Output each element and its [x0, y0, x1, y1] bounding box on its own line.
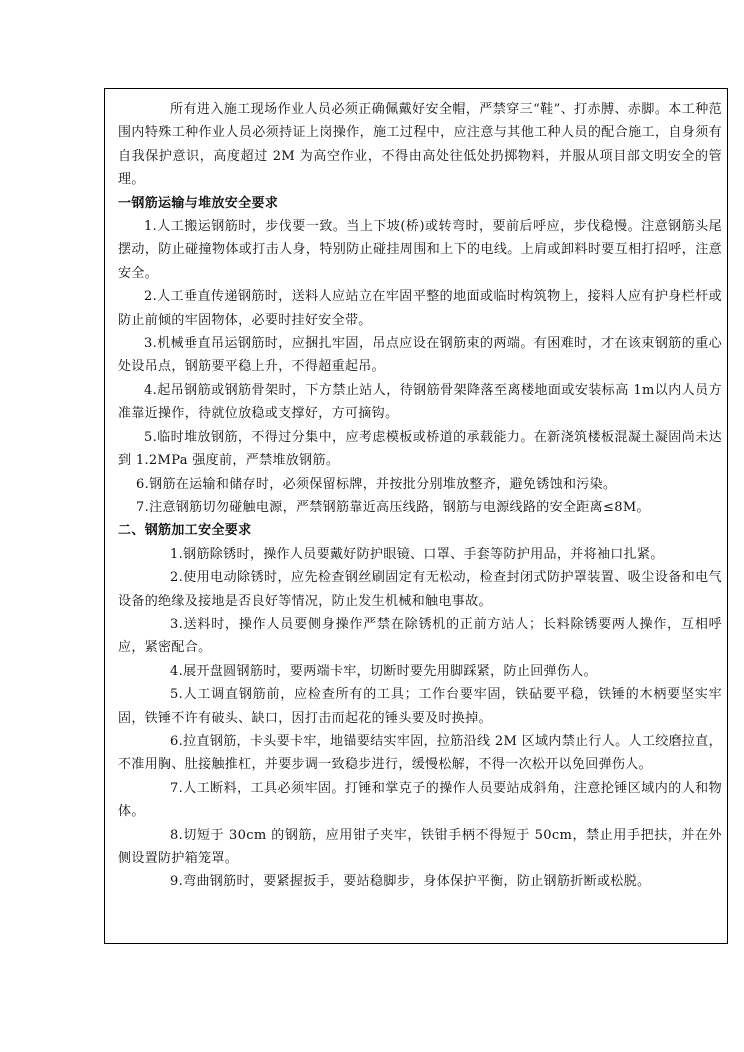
document-body [118, 98, 722, 894]
processing-item-3: 3.送料时，操作人员要侧身操作严禁在除锈机的正前方站人；长料除锈要两人操作，互相呼应，紧密配合。 [118, 616, 722, 656]
processing-item-9: 9.弯曲钢筋时，要紧握扳手，要站稳脚步，身体保护平衡，防止钢筋折断或松脱。 [170, 874, 651, 890]
processing-item-5: 5.人工调直钢筋前，应检查所有的工具；工作台要牢固，铁砧要平稳，铁锤的木柄要坚实牢固，铁锤不许有破头、缺口，因打击而起花的锤头要及时换掉。 [118, 687, 722, 726]
section-heading-transport: 一钢筋运输与堆放安全要求 [118, 195, 279, 211]
processing-item-8: 8.切短于 30cm 的钢筋，应用钳子夹牢，铁钳手柄不得短于 50cm，禁止用手把扶，并在外侧设置防护箱笼罩。 [118, 827, 722, 866]
processing-item-1: 1.钢筋除锈时，操作人员要戴好防护眼镜、口罩、手套等防护用品，并将袖口扎紧。 [170, 546, 664, 562]
processing-item-2: 2.使用电动除锈时，应先检查钢丝刷固定有无松动，检查封闭式防护罩装置、吸尘设备和电气设备的绝缘及接地是否良好等情况，防止发生机械和触电事故。 [118, 570, 722, 609]
intro-paragraph: 所有进入施工现场作业人员必须正确佩戴好安全帽，严禁穿三“鞋”、打赤膊、赤脚。本工种范围内特殊工种作业人员必须持证上岗操作，施工过程中，应注意与其他工种人员的配合施工，自身须有自我保护意识，高度超过 2M 为高空作业，不得由高处往低处扔掷物料，并服从项目部文明安全的管理。 [118, 102, 722, 188]
transport-item-1: 1.人工搬运钢筋时，步伐要一致。当上下坡(桥)或转弯时，要前后呼应，步伐稳慢。注意钢筋头尾摆动，防止碰撞物体或打击人身，特别防止碰挂周围和上下的电线。上肩或卸料时要互相打招呼，注意安全。 [118, 219, 722, 281]
transport-item-7: 7.注意钢筋切勿碰触电源，严禁钢筋靠近高压线路，钢筋与电源线路的安全距离≤8M。 [136, 499, 650, 515]
transport-item-6: 6.钢筋在运输和储存时，必须保留标牌，并按批分别堆放整齐，避免锈蚀和污染。 [136, 476, 617, 492]
section-heading-processing: 二、钢筋加工安全要求 [118, 523, 252, 539]
transport-item-2: 2.人工垂直传递钢筋时，送料人应站立在牢固平整的地面或临时构筑物上，接料人应有护身栏杆或防止前倾的牢固物体，必要时挂好安全带。 [118, 289, 722, 328]
transport-item-5: 5.临时堆放钢筋，不得过分集中，应考虑模板或桥道的承载能力。在新浇筑楼板混凝土凝固尚未达到 1.2MPa 强度前，严禁堆放钢筋。 [118, 429, 722, 469]
transport-item-3: 3.机械垂直吊运钢筋时，应捆扎牢固，吊点应设在钢筋束的两端。有困难时，才在该束钢筋的重心处设吊点，钢筋要平稳上升，不得超重起吊。 [118, 336, 722, 375]
processing-item-4: 4.展开盘圆钢筋时，要两端卡牢，切断时要先用脚踩紧，防止回弹伤人。 [170, 663, 597, 679]
transport-item-4: 4.起吊钢筋或钢筋骨架时，下方禁止站人，待钢筋骨架降落至离楼地面或安装标高 1m以内人员方准靠近操作，待就位放稳或支撑好，方可摘钩。 [118, 382, 722, 422]
processing-item-6: 6.拉直钢筋，卡头要卡牢，地锚要结实牢固，拉筋沿线 2M 区域内禁止行人。人工绞磨拉直，不准用胸、肚接触推杠，并要步调一致稳步进行，缓慢松解，不得一次松开以免回弹伤人。 [118, 733, 722, 773]
processing-item-7: 7.人工断料，工具必须牢固。打锤和掌克子的操作人员要站成斜角，注意抡锤区域内的人和物体。 [118, 780, 722, 820]
